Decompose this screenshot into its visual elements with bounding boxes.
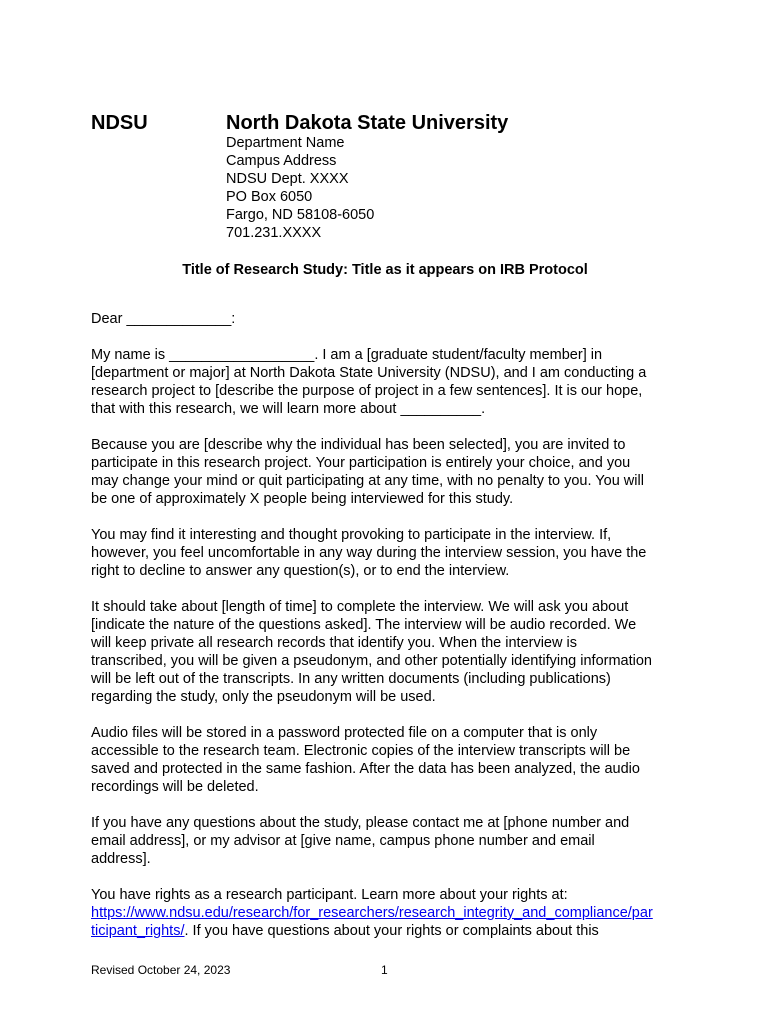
paragraph-line: that with this research, we will learn more about __________. — [91, 401, 486, 417]
address-block — [226, 134, 374, 242]
paragraph-line: will keep private all research records that identify you. When the interview is — [91, 635, 577, 651]
paragraph-line: You may find it interesting and thought provoking to participate in the interview. If, — [91, 527, 612, 543]
paragraph-line: Audio files will be stored in a password protected file on a computer that is only — [91, 725, 598, 741]
paragraph-line: You have rights as a research participant. Learn more about your rights at: — [91, 887, 568, 903]
paragraph-line — [91, 904, 691, 922]
paragraph-line: transcribed, you will be given a pseudonym, and other potentially identifying information — [91, 653, 652, 669]
paragraph-line: saved and protected in the same fashion. After the data has been analyzed, the audio — [91, 761, 640, 777]
address-line: PO Box 6050 — [226, 189, 313, 205]
paragraph-line: email address], or my advisor at [give name, campus phone number and email — [91, 833, 595, 849]
study-title: Title of Research Study: Title as it appears on IRB Protocol — [182, 262, 588, 278]
paragraph-line: right to decline to answer any question(s), or to end the interview. — [91, 563, 510, 579]
paragraph-line: however, you feel uncomfortable in any way during the interview session, you have the — [91, 545, 647, 561]
paragraph-line: participate in this research project. Your participation is entirely your choice, and you — [91, 455, 631, 471]
paragraph-line: [indicate the nature of the questions asked]. The interview will be audio recorded. We — [91, 617, 637, 633]
paragraph-line — [91, 922, 691, 940]
salutation: Dear _____________: — [91, 311, 236, 327]
paragraph-line: regarding the study, only the pseudonym will be used. — [91, 689, 436, 705]
paragraph-line: accessible to the research team. Electronic copies of the interview transcripts will be — [91, 743, 631, 759]
address-line: 701.231.XXXX — [226, 225, 322, 241]
paragraph-line: research project to [describe the purpose of project in a few sentences]. It is our hope, — [91, 383, 643, 399]
paragraph-line: [department or major] at North Dakota State University (NDSU), and I am conducting a — [91, 365, 647, 381]
paragraph-line: It should take about [length of time] to complete the interview. We will ask you about — [91, 599, 629, 615]
paragraph-line: will be left out of the transcripts. In any written documents (including publications) — [91, 671, 611, 687]
paragraph-line: may change your mind or quit participating at any time, with no penalty to you. You will — [91, 473, 644, 489]
paragraph-line: be one of approximately X people being interviewed for this study. — [91, 491, 514, 507]
address-line: Department Name — [226, 135, 345, 151]
paragraph-text: . If you have questions about your rights or complaints about this — [184, 923, 599, 939]
paragraph-line: recordings will be deleted. — [91, 779, 259, 795]
address-line: NDSU Dept. XXXX — [226, 171, 349, 187]
paragraph-line: address]. — [91, 851, 151, 867]
university-abbreviation: NDSU — [91, 112, 148, 134]
participant-rights-link-continued[interactable]: ticipant_rights/ — [91, 923, 185, 939]
paragraph-line: My name is __________________. I am a [graduate student/faculty member] in — [91, 347, 603, 363]
university-name: North Dakota State University — [226, 112, 509, 134]
paragraph-line: If you have any questions about the study, please contact me at [phone number and — [91, 815, 630, 831]
page-number: 1 — [381, 963, 388, 977]
participant-rights-link[interactable]: https://www.ndsu.edu/research/for_researchers/research_integrity_and_compliance/par — [91, 905, 653, 921]
letter-body — [91, 310, 691, 940]
address-line: Campus Address — [226, 153, 337, 169]
address-line: Fargo, ND 58108-6050 — [226, 207, 375, 223]
revision-date: Revised October 24, 2023 — [91, 963, 231, 977]
paragraph-line: Because you are [describe why the individual has been selected], you are invited to — [91, 437, 626, 453]
